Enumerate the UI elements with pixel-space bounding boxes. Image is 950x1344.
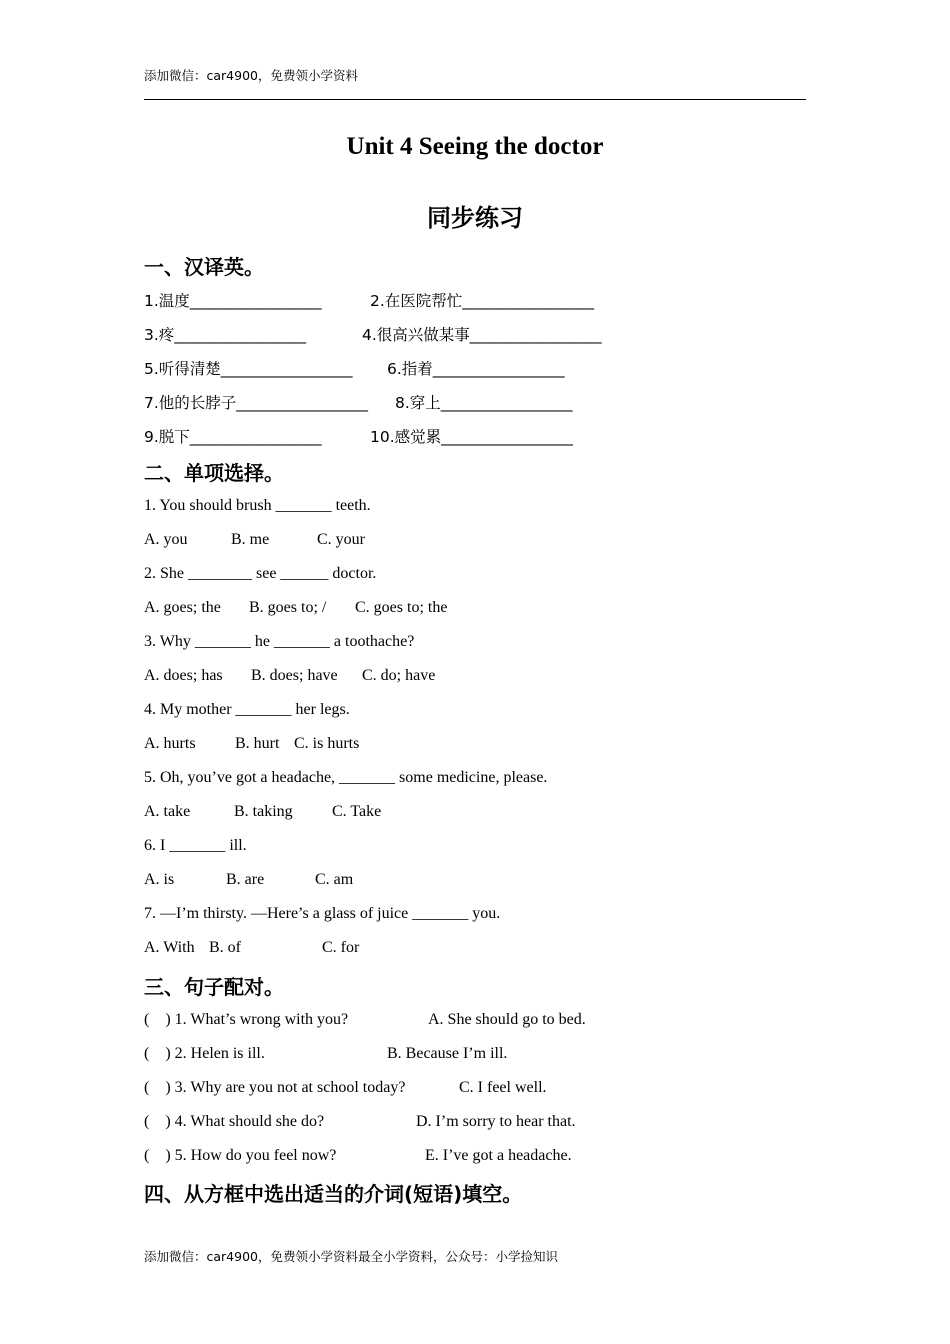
match-answer: C. I feel well. — [459, 1079, 547, 1096]
match-question: ( ) 1. What’s wrong with you? — [144, 1011, 349, 1028]
translation-item: 10.感觉累_________________ — [370, 428, 573, 446]
option-c: C. goes to; the — [355, 599, 448, 616]
option-a: A. you — [144, 531, 188, 548]
match-answer: D. I’m sorry to hear that. — [416, 1113, 576, 1130]
question-text: 2. She ________ see ______ doctor. — [144, 565, 377, 582]
option-c: C. for — [322, 939, 360, 956]
match-question: ( ) 5. How do you feel now? — [144, 1147, 337, 1164]
option-b: B. me — [231, 531, 270, 548]
header-note: 添加微信：car4900，免费领小学资料 — [144, 68, 358, 83]
translation-item: 5.听得清楚_________________ — [144, 360, 353, 378]
option-a: A. goes; the — [144, 599, 221, 616]
option-a: A. does; has — [144, 667, 223, 684]
question-text: 3. Why _______ he _______ a toothache? — [144, 633, 415, 650]
option-a: A. hurts — [144, 735, 196, 752]
match-question: ( ) 4. What should she do? — [144, 1113, 325, 1130]
question-text: 5. Oh, you’ve got a headache, _______ some medicine, please. — [144, 769, 548, 786]
translation-item: 2.在医院帮忙_________________ — [370, 292, 595, 310]
option-c: C. your — [317, 531, 365, 548]
section-2-heading: 二、单项选择。 — [144, 461, 284, 485]
option-a: A. take — [144, 803, 191, 820]
translation-item: 1.温度_________________ — [144, 292, 322, 310]
option-b: B. goes to; / — [249, 599, 327, 616]
match-question: ( ) 3. Why are you not at school today? — [144, 1079, 406, 1096]
translation-item: 8.穿上_________________ — [395, 394, 573, 412]
match-question: ( ) 2. Helen is ill. — [144, 1045, 265, 1062]
section-1-heading: 一、汉译英。 — [144, 255, 264, 279]
translation-item: 9.脱下_________________ — [144, 428, 322, 446]
option-a: A. is — [144, 871, 175, 888]
option-b: B. are — [226, 871, 265, 888]
option-b: B. taking — [234, 803, 293, 820]
option-b: B. does; have — [251, 667, 338, 684]
header-divider — [144, 99, 806, 100]
option-c: C. do; have — [362, 667, 436, 684]
question-text: 6. I _______ ill. — [144, 837, 247, 854]
question-text: 7. —I’m thirsty. —Here’s a glass of juice _______ you. — [144, 905, 501, 922]
translation-item: 4.很高兴做某事_________________ — [362, 326, 602, 344]
option-c: C. Take — [332, 803, 382, 820]
translation-item: 6.指着_________________ — [387, 360, 565, 378]
option-c: C. am — [315, 871, 354, 888]
match-answer: A. She should go to bed. — [428, 1011, 586, 1028]
section-3-heading: 三、句子配对。 — [144, 975, 284, 999]
section-4-heading: 四、从方框中选出适当的介词(短语)填空。 — [144, 1182, 523, 1206]
match-answer: B. Because I’m ill. — [387, 1045, 508, 1062]
translation-item: 3.疼_________________ — [144, 326, 307, 344]
translation-item: 7.他的长脖子_________________ — [144, 394, 369, 412]
option-a: A. With — [144, 939, 195, 956]
page-subtitle: 同步练习 — [427, 204, 523, 232]
footer-note: 添加微信：car4900，免费领小学资料最全小学资料，公众号：小学捡知识 — [144, 1249, 558, 1264]
page-title: Unit 4 Seeing the doctor — [346, 133, 604, 160]
match-answer: E. I’ve got a headache. — [425, 1147, 572, 1164]
question-text: 4. My mother _______ her legs. — [144, 701, 350, 718]
option-c: C. is hurts — [294, 735, 360, 752]
option-b: B. hurt — [235, 735, 280, 752]
question-text: 1. You should brush _______ teeth. — [144, 497, 371, 514]
option-b: B. of — [209, 939, 241, 956]
